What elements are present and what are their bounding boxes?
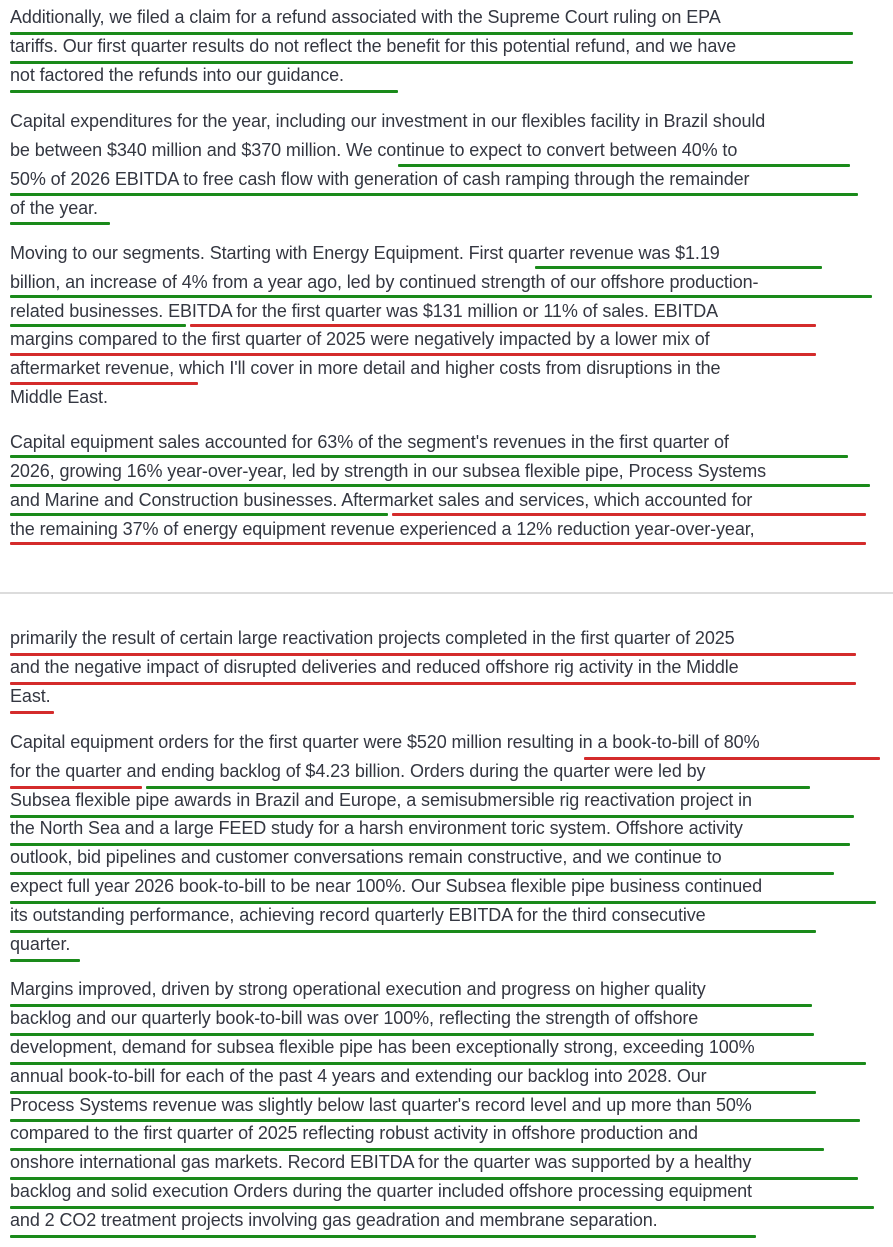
- positive-highlight-underline: [10, 484, 870, 487]
- text-line: annual book-to-bill for each of the past 4 years and extending our backlog into 2028. Our: [10, 1066, 707, 1086]
- text-line: of the year.: [10, 198, 98, 218]
- positive-highlight-underline: [10, 1177, 858, 1180]
- negative-highlight-underline: [10, 682, 856, 685]
- text-line: not factored the refunds into our guidance.: [10, 65, 344, 85]
- transcript-excerpt-bottom: [0, 600, 893, 1247]
- text-line: primarily the result of certain large reactivation projects completed in the first quarter of 2025: [10, 628, 735, 648]
- text-line: Process Systems revenue was slightly below last quarter's record level and up more than 50%: [10, 1095, 752, 1115]
- text-line: the North Sea and a large FEED study for a harsh environment toric system. Offshore activity: [10, 818, 743, 838]
- negative-highlight-underline: [10, 353, 816, 356]
- positive-highlight-underline: [10, 1091, 816, 1094]
- text-line: backlog and solid execution Orders during the quarter included offshore processing equipment: [10, 1181, 752, 1201]
- positive-highlight-underline: [535, 266, 822, 269]
- text-line: East.: [10, 686, 51, 706]
- text-line: Capital equipment sales accounted for 63% of the segment's revenues in the first quarter of: [10, 432, 729, 452]
- positive-highlight-underline: [10, 324, 186, 327]
- positive-highlight-underline: [10, 901, 876, 904]
- text-line: for the quarter and ending backlog of $4.23 billion. Orders during the quarter were led by: [10, 761, 706, 781]
- positive-highlight-underline: [10, 1062, 866, 1065]
- positive-highlight-underline: [10, 513, 388, 516]
- positive-highlight-underline: [10, 1206, 874, 1209]
- text-line: compared to the first quarter of 2025 reflecting robust activity in offshore production and: [10, 1123, 698, 1143]
- text-line: outlook, bid pipelines and customer conversations remain constructive, and we continue to: [10, 847, 722, 867]
- text-line: aftermarket revenue, which I'll cover in more detail and higher costs from disruptions in the: [10, 358, 721, 378]
- text-line: expect full year 2026 book-to-bill to be near 100%. Our Subsea flexible pipe business continued: [10, 876, 762, 896]
- negative-highlight-underline: [584, 757, 880, 760]
- page-divider: [0, 592, 893, 594]
- text-line: and Marine and Construction businesses. Aftermarket sales and services, which accounted for: [10, 490, 753, 510]
- negative-highlight-underline: [10, 382, 198, 385]
- text-line: Capital expenditures for the year, including our investment in our flexibles facility in Brazil should: [10, 111, 766, 131]
- positive-highlight-underline: [10, 872, 834, 875]
- positive-highlight-underline: [398, 164, 850, 167]
- text-line: tariffs. Our first quarter results do not reflect the benefit for this potential refund, and we have: [10, 36, 737, 56]
- positive-highlight-underline: [10, 32, 853, 35]
- negative-highlight-underline: [10, 542, 866, 545]
- text-line: Middle East.: [10, 387, 108, 407]
- text-line: Moving to our segments. Starting with Energy Equipment. First quarter revenue was $1.19: [10, 243, 720, 263]
- text-line: 50% of 2026 EBITDA to free cash flow with generation of cash ramping through the remainder: [10, 169, 750, 189]
- text-line: related businesses. EBITDA for the first quarter was $131 million or 11% of sales. EBITDA: [10, 301, 719, 321]
- text-line: margins compared to the first quarter of 2025 were negatively impacted by a lower mix of: [10, 329, 710, 349]
- text-line: onshore international gas markets. Record EBITDA for the quarter was supported by a healthy: [10, 1152, 752, 1172]
- positive-highlight-underline: [10, 222, 110, 225]
- text-line: billion, an increase of 4% from a year ago, led by continued strength of our offshore production-: [10, 272, 759, 292]
- text-line: quarter.: [10, 934, 71, 954]
- negative-highlight-underline: [392, 513, 866, 516]
- positive-highlight-underline: [10, 295, 872, 298]
- text-line: its outstanding performance, achieving record quarterly EBITDA for the third consecutive: [10, 905, 706, 925]
- negative-highlight-underline: [10, 653, 856, 656]
- negative-highlight-underline: [10, 711, 54, 714]
- text-line: development, demand for subsea flexible pipe has been exceptionally strong, exceeding 100%: [10, 1037, 755, 1057]
- positive-highlight-underline: [10, 1033, 814, 1036]
- positive-highlight-underline: [10, 1119, 860, 1122]
- transcript-excerpt-top: [0, 0, 893, 592]
- positive-highlight-underline: [10, 930, 816, 933]
- text-line: the remaining 37% of energy equipment revenue experienced a 12% reduction year-over-year,: [10, 519, 755, 539]
- text-line: and 2 CO2 treatment projects involving gas geadration and membrane separation.: [10, 1210, 658, 1230]
- negative-highlight-underline: [190, 324, 816, 327]
- text-line: Capital equipment orders for the first quarter were $520 million resulting in a book-to-bill of 80%: [10, 732, 760, 752]
- positive-highlight-underline: [10, 1004, 812, 1007]
- text-line: and the negative impact of disrupted deliveries and reduced offshore rig activity in the Middle: [10, 657, 739, 677]
- text-line: be between $340 million and $370 million. We continue to expect to convert between 40% to: [10, 140, 738, 160]
- positive-highlight-underline: [10, 193, 858, 196]
- negative-highlight-underline: [10, 786, 142, 789]
- text-line: Margins improved, driven by strong operational execution and progress on higher quality: [10, 979, 706, 999]
- positive-highlight-underline: [146, 786, 810, 789]
- positive-highlight-underline: [10, 1235, 756, 1238]
- positive-highlight-underline: [10, 843, 850, 846]
- positive-highlight-underline: [10, 61, 853, 64]
- positive-highlight-underline: [10, 90, 398, 93]
- text-line: backlog and our quarterly book-to-bill was over 100%, reflecting the strength of offshore: [10, 1008, 699, 1028]
- text-line: 2026, growing 16% year-over-year, led by strength in our subsea flexible pipe, Process Systems: [10, 461, 766, 481]
- text-line: Additionally, we filed a claim for a refund associated with the Supreme Court ruling on EPA: [10, 7, 721, 27]
- positive-highlight-underline: [10, 815, 854, 818]
- text-line: Subsea flexible pipe awards in Brazil and Europe, a semisubmersible rig reactivation project in: [10, 790, 752, 810]
- positive-highlight-underline: [10, 455, 848, 458]
- positive-highlight-underline: [10, 959, 80, 962]
- positive-highlight-underline: [10, 1148, 824, 1151]
